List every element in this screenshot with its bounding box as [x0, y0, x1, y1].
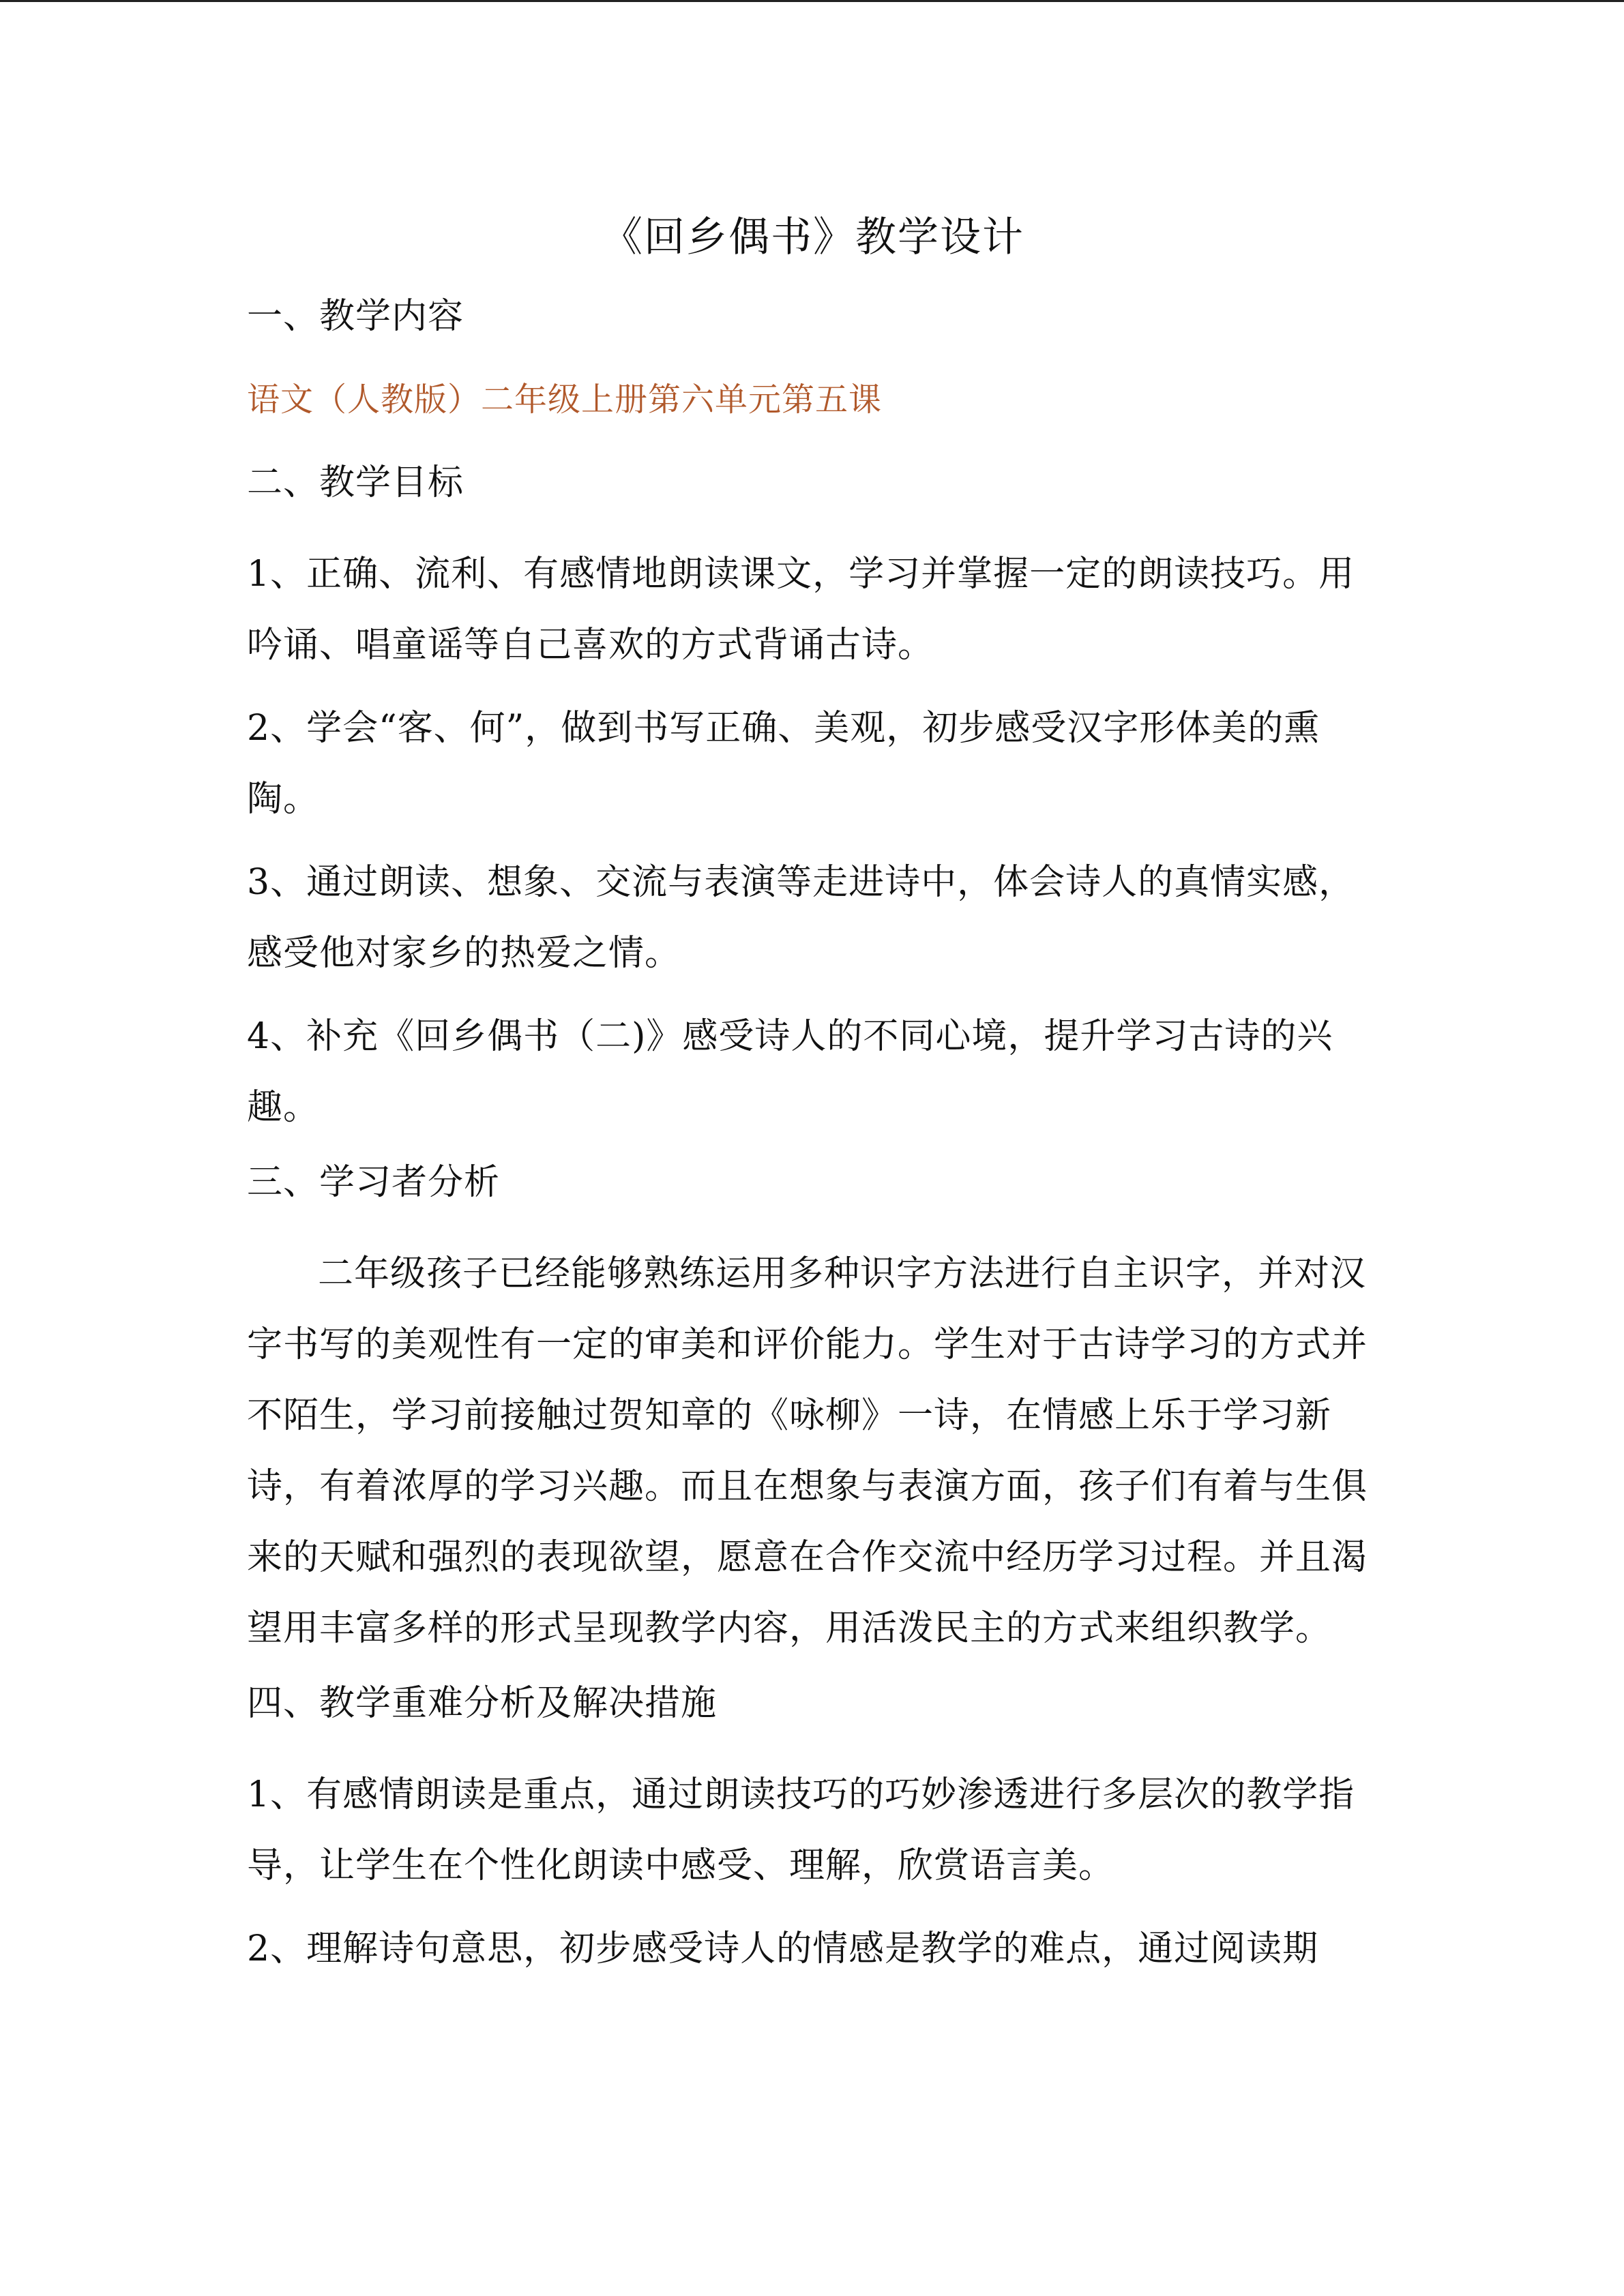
- difficulty-item-2: 2、理解诗句意思，初步感受诗人的情感是教学的难点，通过阅读期: [247, 1928, 1319, 1969]
- document-page: [247, 205, 1379, 1997]
- section-heading-key-difficulties: 四、教学重难分析及解决措施: [247, 1683, 718, 1724]
- goal-item-3: 3、通过朗读、想象、交流与表演等走进诗中，体会诗人的真情实感，感受他对家乡的热爱之情。: [247, 862, 1355, 974]
- goal-item-4: 4、补充《回乡偶书（二)》感受诗人的不同心境，提升学习古诗的兴趣。: [247, 1016, 1333, 1128]
- goal-item-2: 2、学会“客、何”，做到书写正确、美观，初步感受汉字形体美的熏陶。: [247, 708, 1320, 820]
- difficulty-item-1: 1、有感情朗读是重点，通过朗读技巧的巧妙渗透进行多层次的教学指导，让学生在个性化朗读中感受、理解，欣赏语言美。: [247, 1774, 1355, 1886]
- page-top-border: [0, 0, 1624, 2]
- course-info: 语文（人教版）二年级上册第六单元第五课: [247, 381, 883, 419]
- section-heading-teaching-goals: 二、教学目标: [247, 462, 464, 503]
- section-heading-learner-analysis: 三、学习者分析: [247, 1162, 501, 1203]
- document-title: 《回乡偶书》教学设计: [602, 213, 1024, 261]
- section-heading-teaching-content: 一、教学内容: [247, 296, 464, 337]
- learner-analysis-paragraph: 二年级孩子已经能够熟练运用多种识字方法进行自主识字，并对汉字书写的美观性有一定的审美和评价能力。学生对于古诗学习的方式并不陌生，学习前接触过贺知章的《咏柳》一诗，在情感上乐于学习新诗，有着浓厚的学习兴趣。而且在想象与表演方面，孩子们有着与生俱来的天赋和强烈的表现欲望，愿意在合作交流中经历学习过程。并且渴望用丰富多样的形式呈现教学内容，用活泼民主的方式来组织教学。: [247, 1253, 1368, 1649]
- goal-item-1: 1、正确、流利、有感情地朗读课文，学习并掌握一定的朗读技巧。用吟诵、唱童谣等自己喜欢的方式背诵古诗。: [247, 554, 1355, 666]
